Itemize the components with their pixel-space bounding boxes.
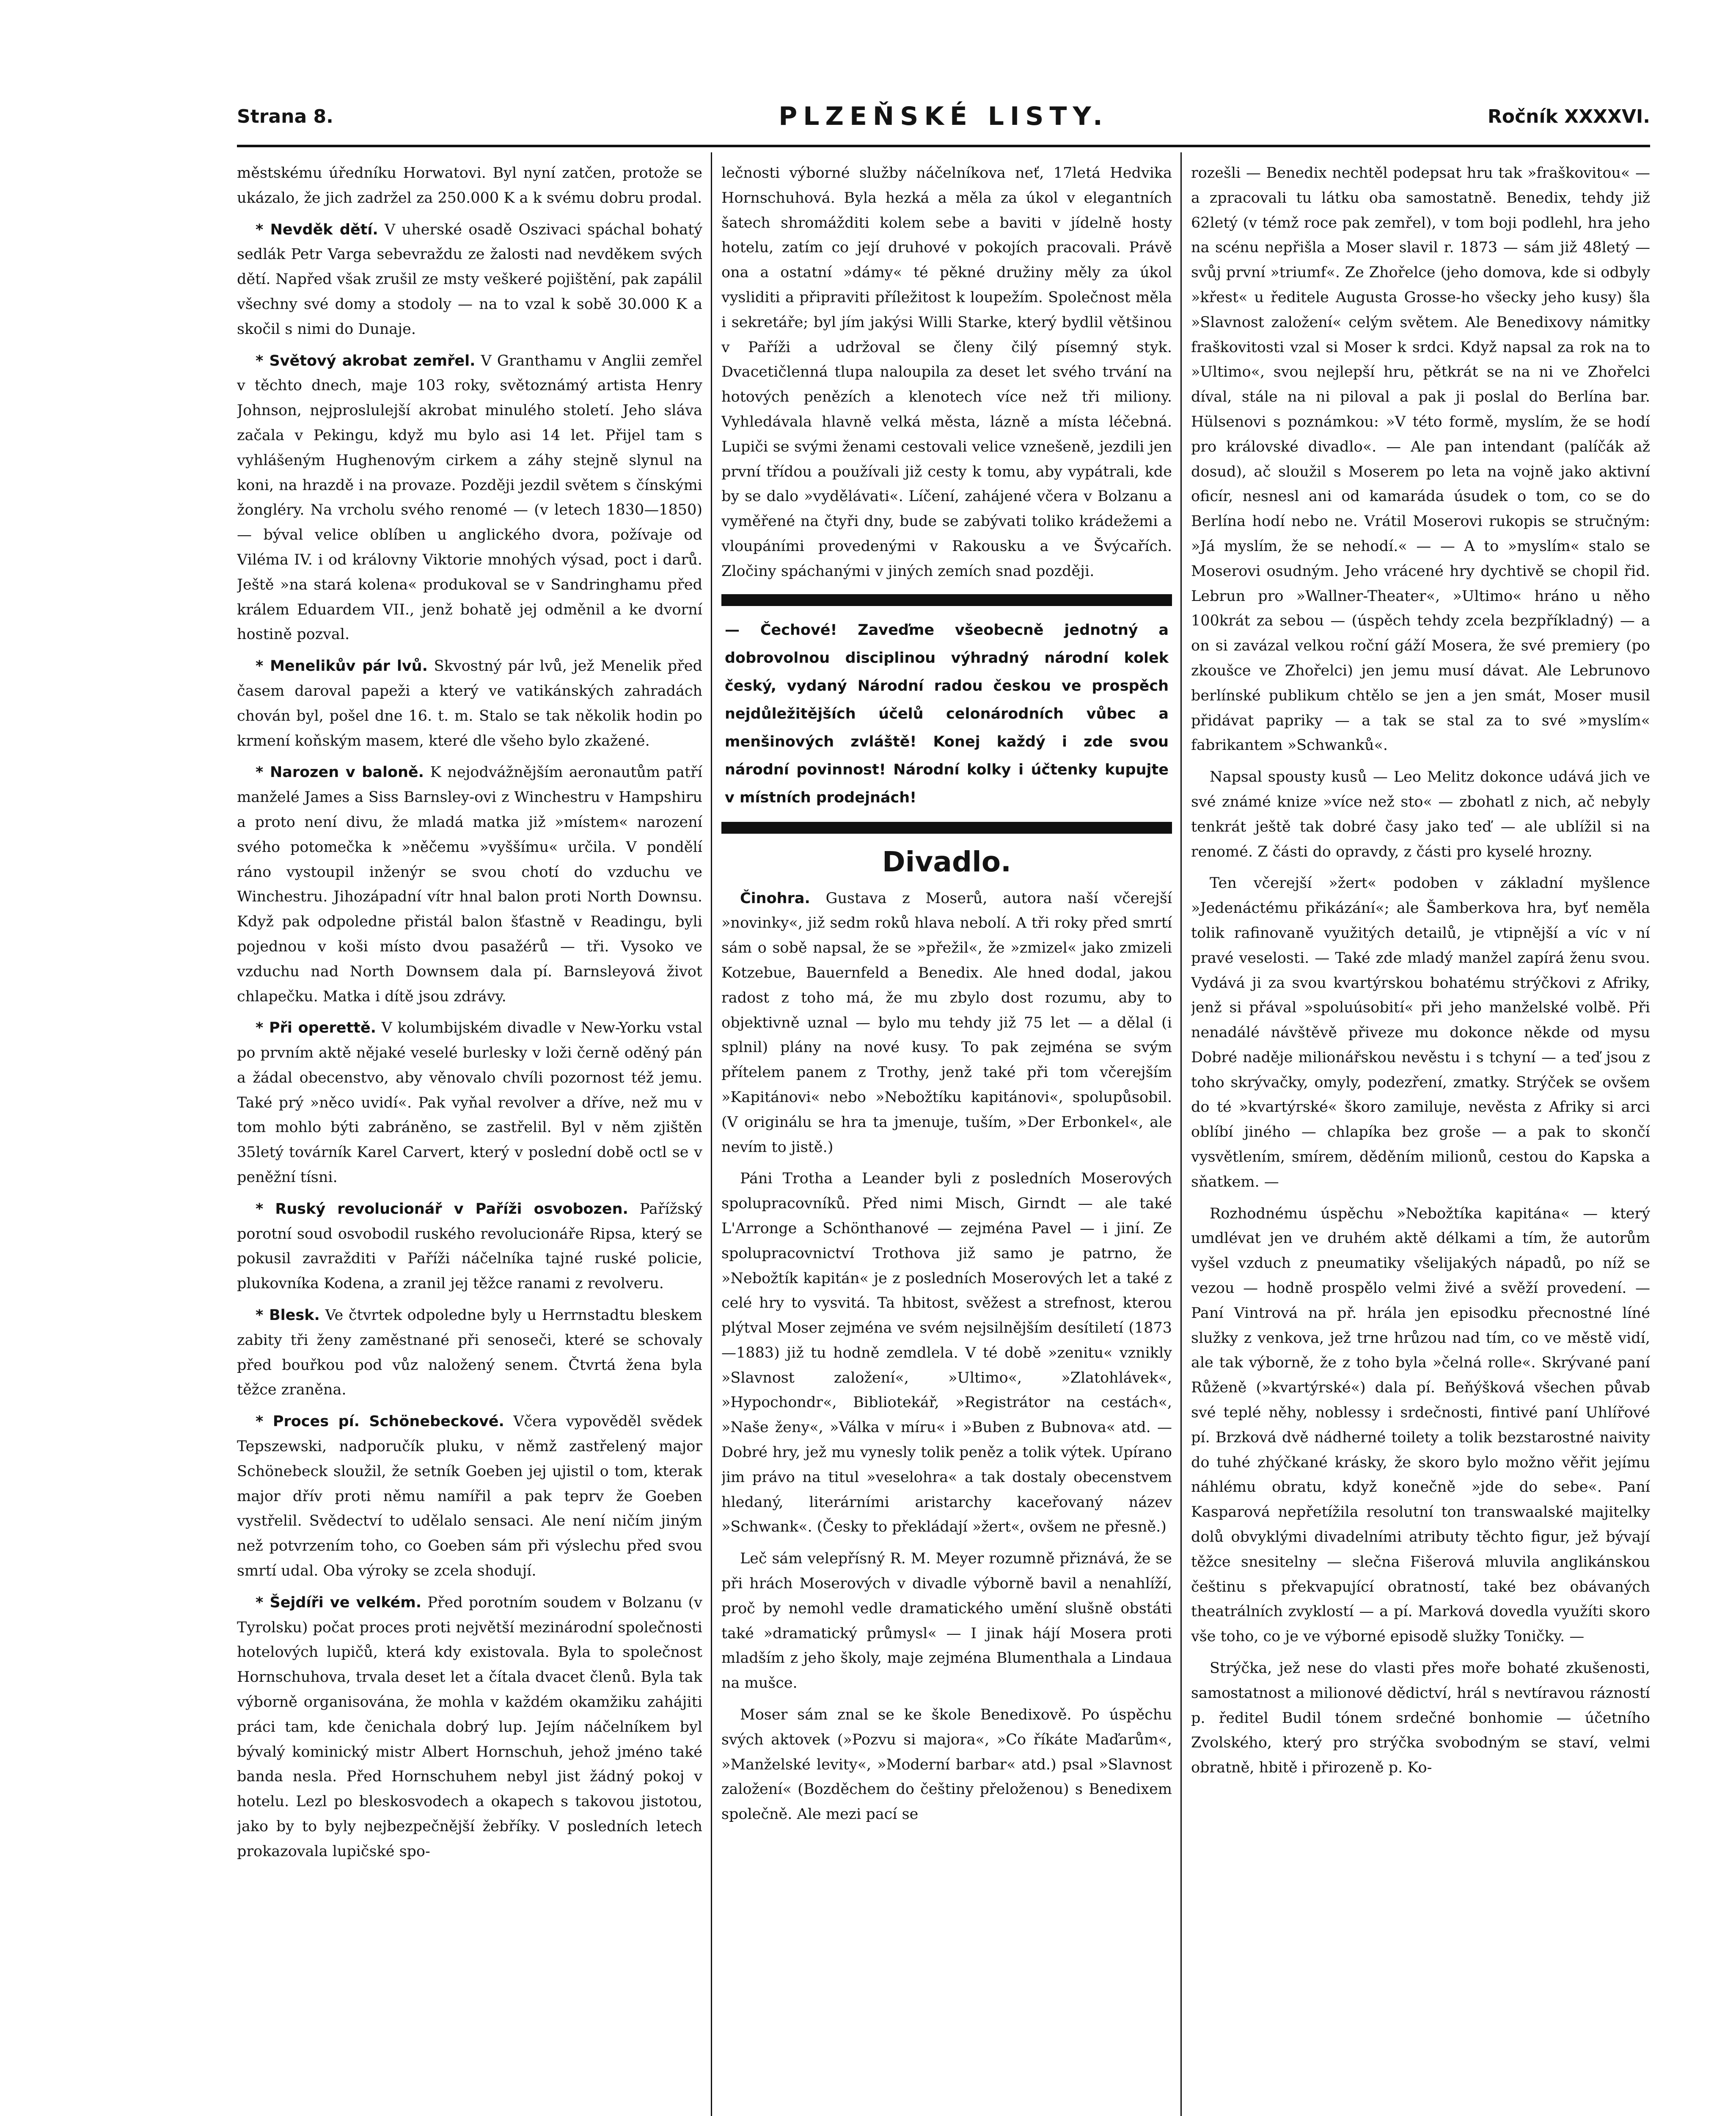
review-paragraph [1191, 871, 1650, 1194]
news-item-text: K nejodvážnějším aeronautům patří manželé James a Siss Barnsley-ovi z Winchestru v Hampshiru a proto není divu, že mladá matka již »místem« narození svého potomečka k »něčemu »vyššímu« určila. V pondělí ráno vystoupil inženýr se svou chotí do vzduchu ve Winchestru. Jihozápadní vítr hnal balon proti North Downsu. Když pak odpoledne přistál balon šťastně v Readingu, byli pojednou v koši místo dvou pasažérů — tři. Vysoko ve vzduchu nad North Downsem dala pí. Barnsleyová život chlapečku. Matka i dítě jsou zdrávy. [237, 764, 702, 1005]
column-rule-2 [1180, 152, 1182, 2116]
review-text: Napsal spousty kusů — Leo Melitz dokonce udává jich ve své známé knize »více než sto« — zbohatl z nich, ač nebyly tenkrát ještě tak dobré časy jako teď — ale ublížil si na renomé. Z části do opravdy, z části pro kyselé hrozny. [1191, 769, 1650, 860]
review-paragraph [1191, 161, 1650, 758]
news-item-paragraph [237, 1016, 702, 1190]
page-number: Strana 8. [237, 106, 333, 127]
news-item-text: Skvostný pár lvů, jež Menelik před časem daroval papeži a který ve vatikánských zahradách chován byl, pošel dne 16. t. m. Stalo se tak několik hodin po krmení koňským masem, které dle všeho bylo zkažené. [237, 658, 702, 749]
news-item-text: V Granthamu v Anglii zemřel v těchto dnech, maje 103 roky, světoznámý artista Henry Johnson, nejproslulejší akrobat minulého století. Jeho sláva začala v Pekingu, když mu bylo asi 14 let. Přijel tam s vyhlášeným Hughenovým cirkem a záhy stejně slynul na koni, na hrazdě i na provaze. Později jezdil světem s čínskými žongléry. Na vrcholu svého renomé — (v letech 1830—1850) — býval velice oblíben u anglického dvora, požívaje od Viléma IV. i od královny Viktorie mnohých výsad, poct i darů. Ještě »na stará kolena« produkoval se v Sandringhamu před králem Eduardem VII., jenž bohatě jej odměnil a ke dvorní hostině pozval. [237, 352, 702, 643]
review-paragraph [721, 1703, 1172, 1827]
section-title-divadlo: Divadlo. [882, 845, 1012, 878]
news-item-text: Ve čtvrtek odpoledne byly u Herrnstadtu bleskem zabity tři ženy zaměstnané při senoseči, které se schovaly před bouřkou pod vůz naložený senem. Čtvrtá žena byla těžce zraněna. [237, 1307, 702, 1399]
review-text: Rozhodnému úspěchu »Nebožtíka kapitána« — který umdlévat jen ve druhém aktě délkami a tím, že autorům vyšel vzduch z pneumatiky všelijakých nápadů, po níž se vezou — hodně prospělo velmi živé a svěží provedení. — Paní Vintrová na př. hrála jen episodku přecnostné líné služky z venkova, jež trne hrůzou nad tím, co ve městě vidí, ale tak výborně, že z toho byla »čelná rolle«. Skrývané paní Růženě (»kvartýrské«) dala pí. Beňýšková všechen půvab své teplé něhy, noblessy i srdečnosti, fintivé paní Uhlířové pí. Brzková dvě nádherné toilety a tolik bezstarostné naivity do tuhé zhýčkané krásky, že skoro bylo možno věřit jejímu náhlému obratu, když konečně »jde do sebe«. Paní Kasparová nepřetížila resolutní ton transwaalské majitelky dolů obvyklými divadelními atributy těchto figur, jež bývají těžce snesitelny — slečna Fišerová mluvila anglikánskou češtinu s překvapující obratností, také bez obávaných theatrálních zvyklostí — a pí. Marková dovedla využíti skoro vše toho, co je ve výborné episodě služky Toničky. — [1191, 1205, 1650, 1645]
news-item-paragraph [237, 218, 702, 342]
national-stamp-notice: — Čechové! Zaveďme všeobecně jednotný a dobrovolnou disciplinou výhradný národní kolek český, vydaný Národní radou českou ve prospěch nejdůležitějších účelů celonárodních vůbec a menšinových zvláště! Konej každý i zde svou národní povinnost! Národní kolky i účtenky kupujte v místních prodejnách! [725, 621, 1169, 806]
review-text: Páni Trotha a Leander byli z posledních Moserových spolupracovníků. Před nimi Misch, Girndt — ale také L'Arronge a Schönthanové — zejména Pavel — i jiní. Ze spolupracovnictví Trothova již samo je patrno, že »Nebožtík kapitán« je z posledních Moserových let a také z celé hry to vysvitá. Ta hbitost, svěžest a strefnost, kterou plýtval Moser zejména ve svém nejsilnějším desítiletí (1873—1883) již tu hodně zemdlela. V té době »zenitu« vznikly »Slavnost založení«, »Ultimo«, »Zlatohlávek«, »Hypochondr«, Bibliotekář, »Registrátor na cestách«, »Naše ženy«, »Válka v míru« i »Buben z Bubnova« atd. — Dobré hry, jež mu vynesly tolik peněz a tolik výtek. Upírano jim právo na titul »veselohra« a tak dostaly obecenstvem hledaný, literárními aristarchy kaceřovaný název »Schwank«. (Česky to překládají »žert«, ovšem ne přesně.) [721, 1170, 1172, 1536]
news-item-paragraph [237, 654, 702, 753]
column-1 [237, 161, 702, 2116]
news-item-text: Před porotním soudem v Bolzanu (v Tyrolsku) počat proces proti největší mezinárodní společnosti hotelových lupičů, která kdy existovala. Byla to společnost Hornschuhova, trvala deset let a čítala dvacet členů. Byla tak výborně organisována, že mohla v každém okamžiku zahájiti práci tam, kde čenichala dobrý lup. Jejím náčelníkem byl bývalý kominický mistr Albert Hornschuh, jehož jméno také banda nesla. Před Hornschuhem nebyl jist žádný pokoj v hotelu. Lezl po bleskosvodech a okapech s takovou jistotou, jako by to byly nejbezpečnější žebříky. V posledních letech prokazovala lupičské spo- [237, 1594, 702, 1860]
news-item-paragraph [237, 1197, 702, 1296]
review-paragraph [1191, 765, 1650, 864]
column-rule-1 [711, 152, 712, 2116]
review-text: Leč sám velepřísný R. M. Meyer rozumně přiznává, že se při hrách Moserových v divadle výborně bavil a nenahlíží, proč by nemohl vedle dramatického umění slušně obstáti také »dramatický průmysl« — I jinak hájí Mosera proti mladším z jeho školy, maje zejména Blumenthala a Lindaua na mušce. [721, 1550, 1172, 1692]
news-item-text: V kolumbijském divadle v New-Yorku vstal po prvním aktě nějaké veselé burlesky v loži černě oděný pán a žádal obecenstvo, aby věnovalo chvíli pozornost též jemu. Také prý »něco uvidí«. Pak vyňal revolver a dříve, než mu v tom mohlo býti zabráněno, se zastřelil. Byl v něm zjištěn 35letý továrník Karel Carvert, který v poslední době octl se v peněžní tísni. [237, 1019, 702, 1186]
page-header [237, 102, 1650, 144]
review-paragraph [721, 886, 1172, 1160]
column-2 [721, 161, 1172, 2116]
news-item-paragraph [237, 161, 702, 211]
notice-bar-top [721, 594, 1172, 606]
news-item-paragraph [237, 760, 702, 1009]
header-rule [237, 145, 1650, 147]
review-paragraph [721, 1166, 1172, 1540]
masthead-title: PLZEŇSKÉ LISTY. [779, 102, 1109, 131]
news-item-text: Včera vypověděl svědek Tepszewski, nadporučík pluku, v němž zastřelený major Schönebeck sloužil, že setník Goeben jej ujistil o tom, kterak major dřív proti němu namířil a pak teprv že Goeben vystřelil. Svědectví to udělalo sensaci. Ale není ničím jiným než potvrzením toho, co Goeben sám při výslechu před svou smrtí udal. Oba výroky se zcela shodují. [237, 1413, 702, 1580]
news-item-text: městskému úředníku Horwatovi. Byl nyní zatčen, protože se ukázalo, že jich zadržel za 250.000 K a k svému dobru prodal. [237, 165, 702, 207]
news-item-heading: * Ruský revolucionář v Paříži osvobozen. [256, 1200, 628, 1218]
news-item-heading: * Narozen v baloně. [256, 764, 424, 781]
news-item-heading: * Nevděk dětí. [256, 221, 378, 238]
news-item-heading: * Menelikův pár lvů. [256, 658, 428, 675]
news-item-text: Pařížský porotní soud osvobodil ruského revolucionáře Ripsa, který se pokusil zavražditi v Paříži náčelníka tajné ruské policie, plukovníka Kodena, a zranil jej těžce ranami z revolveru. [237, 1200, 702, 1292]
column-3 [1191, 161, 1650, 2116]
review-text: Gustava z Moserů, autora naší včerejší »novinky«, již sedm roků hlava nebolí. A tři roky před smrtí sám o sobě napsal, že se »přežil«, že »zmizel« jako zmizeli Kotzebue, Bauernfeld a Benedix. Ale hned dodal, jakou radost z toho má, že mu zbylo dost rozumu, aby to objektivně uznal — bylo mu tehdy již 75 let — a dělal (i splnil) plány na nové kusy. To pak zejména se svým přítelem panem z Trothy, jenž také při tom včerejším »Kapitánovi« nebo »Nebožtíku kapitánovi«, spolupůsobil. (V originálu se hra ta jmenuje, tuším, »Der Erbonkel«, ale nevím to jistě.) [721, 890, 1172, 1156]
review-text: Ten včerejší »žert« podoben v základní myšlence »Jedenáctému přikázání«; ale Šamberkova hra, byť neměla tolik rafinovaně využitých detailů, je vtipnější a víc v ní pravé veselosti. — Také zde mladý manžel zapírá ženu svou. Vydává ji za svou kvartýrskou bohatému strýčkovi z Afriky, jenž si přával »spoluúsobití« při jeho manželské volbě. Při nenadálé návštěvě přiveze mu dokonce někde od mysu Dobré naděje milionářskou nevěstu i s tchyní — a teď jsou z toho skrývačky, omyly, podezření, zmatky. Strýček se ovšem do té »kvartýrské« škoro zamiluje, nevěsta z Afriky si arci oblíbí jiného — chlapíka bez groše — a pak to skončí vysvětlením, smírem, děděním milionů, cestou do Kapska a sňatkem. — [1191, 875, 1650, 1190]
news-item-heading: * Šejdíři ve velkém. [256, 1594, 422, 1611]
notice-bar-bottom [721, 822, 1172, 834]
news-item-paragraph [237, 1409, 702, 1584]
news-item-heading: * Při operettě. [256, 1019, 376, 1037]
news-item-text: V uherské osadě Oszivaci spáchal bohatý sedlák Petr Varga sebevraždu ze žalosti nad nevděkem svých dětí. Napřed však zrušil ze msty veškeré pojištění, pak zapálil všechny své domy a stodoly — na to vzal k sobě 30.000 K a skočil s nimi do Dunaje. [237, 221, 702, 338]
volume-number: Ročník XXXXVI. [1487, 106, 1650, 127]
review-text: rozešli — Benedix nechtěl podepsat hru tak »fraškovitou« — a zpracovali tu látku oba samostatně. Benedix, tehdy již 62letý (v témž roce pak zemřel), v tom boji podlehl, hra jeho na scénu nepřišla a Moser slavil r. 1873 — sám již 48letý — svůj první »triumf«. Ze Zhořelce (jeho domova, kde si odbyly »křest« u ředitele Augusta Grosse-ho všecky jeho kusy) šla »Slavnost založení« celým světem. Ale Benedixovy námitky fraškovitosti vzal si Moser k srdci. Když napsal za rok na to »Ultimo«, svou nejlepší hru, pětkrát se na ni ve Zhořelci díval, stále na ni piloval a pak ji poslal do Berlína bar. Hülsenovi s poznámkou: »V této formě, myslím, že se hodí pro královské divadlo«. — Ale pan intendant (palíčák až dosud), ač sloužil s Moserem po leta na vojně jako aktivní oficír, nesnesl ani od kamaráda úsudek o tom, co se do Berlína hodí nebo ne. Vrátil Moserovi rukopis se stručným: »Já myslím, že se nehodí.« — — A to »myslím« stalo se Moserovi osudným. Jeho vrácené hry dychtivě se chopil řid. Lebrun pro »Wallner-Theater«, »Ultimo« hráno u něho 100krát za sebou — (úspěch tehdy zcela bezpříkladný) — a on si zavázal velkou roční gáží Mosera, že své premiery (po zkoušce ve Zhořelci) jen jemu musí dávat. Ale Lebrunovo berlínské publikum chtělo se jen a jen smát, Moser musil přidávat papriky — a tak se stal za to své »myslím« fabrikantem »Schwanků«. [1191, 165, 1650, 754]
review-heading: Činohra. [740, 890, 810, 907]
news-item-paragraph [237, 349, 702, 647]
review-text: Strýčka, jež nese do vlasti přes moře bohaté zkušenosti, samostatnost a milionové dědictví, hrál s nevtíravou rázností p. ředitel Budil tónem srdečné bonhomie — účetního Zvolského, který pro strýčka svobodným se staví, velmi obratně, hbitě i přirozeně p. Ko- [1191, 1660, 1650, 1777]
review-paragraph [1191, 1201, 1650, 1649]
theatre-review [721, 886, 1172, 1827]
news-item-heading: * Blesk. [256, 1307, 320, 1324]
news-item-heading: * Světový akrobat zemřel. [256, 352, 476, 369]
review-paragraph [721, 1546, 1172, 1696]
review-paragraph [1191, 1656, 1650, 1780]
news-item-paragraph [237, 1303, 702, 1402]
news-item-paragraph [237, 1590, 702, 1864]
column-2-text: lečnosti výborné služby náčelníkova neť, 17letá Hedvika Hornschuhová. Byla hezká a měla za úkol v elegantních šatech shromážditi kolem sebe a baviti v jídelně hosty hotelu, zatím co její druhové v pokojích pracovali. Právě ona a ostatní »dámy« té pěkné družiny měly za úkol vysliditi a připraviti příležitost k loupežím. Společnost měla i sekretáře; byl jím jakýsi Willi Starke, který bydlil většinou v Paříži a udržoval se členy čilý písemný styk. Dvacetičlenná tlupa naloupila za deset let svého trvání na hotových penězích a klenotech více než tři miliony. Vyhledávala hlavně velká města, lázně a místa léčebná. Lupiči se svými ženami cestovali velice vznešeně, jezdili jen první třídou a používali již cesty k tomu, aby vypátrali, kde by se dalo »vydělávati«. Líčení, zahájené včera v Bolzanu a vyměřené na čtyři dny, bude se zabývati toliko krádežemi a vloupáními provedenými v Rakousku a ve Švýcařích. Zločiny spáchanými v jiných zemích snad později. [721, 165, 1172, 580]
review-text: Moser sám znal se ke škole Benedixově. Po úspěchu svých aktovek (»Pozvu si majora«, »Co říkáte Maďarům«, »Manželské levity«, »Moderní barbar« atd.) psal »Slavnost založení« (Bozděchem do češtiny přeloženou) s Benedixem společně. Ale mezi pací se [721, 1706, 1172, 1823]
news-item-heading: * Proces pí. Schönebeckové. [256, 1413, 504, 1430]
